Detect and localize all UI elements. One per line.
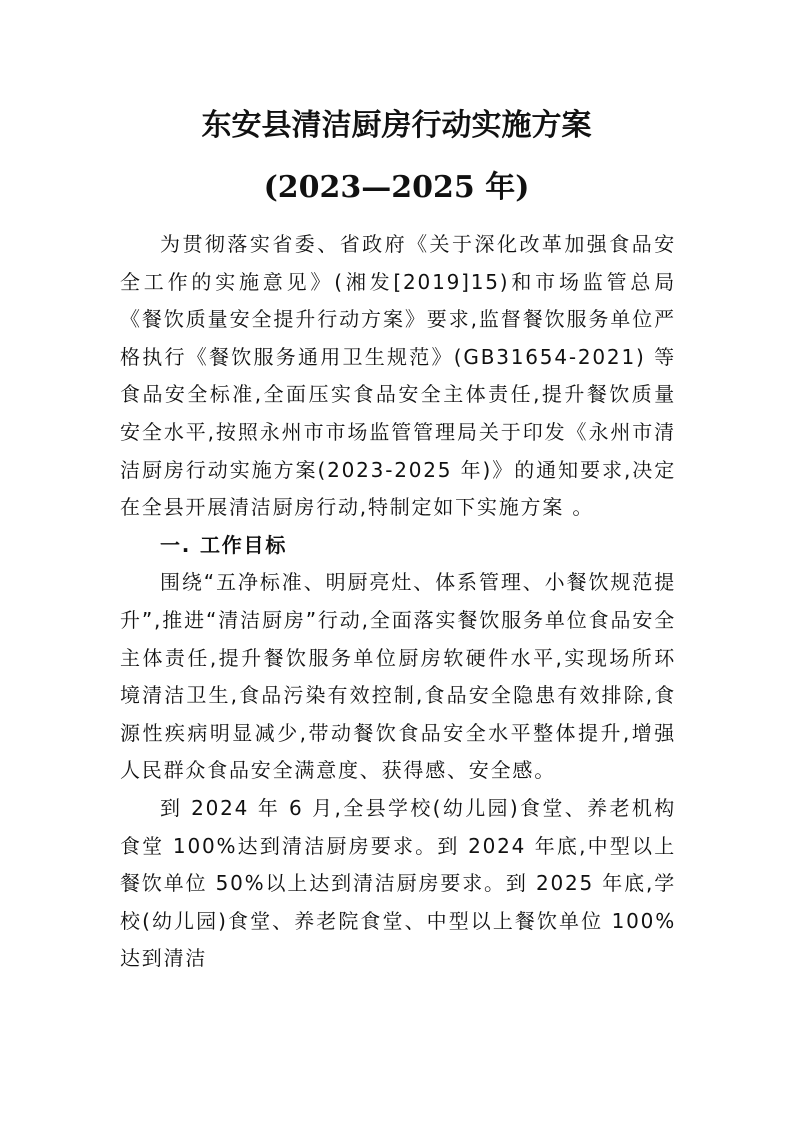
section-heading-goals: 一. 工作目标 (160, 532, 288, 557)
document-body (120, 226, 676, 978)
intro-paragraph: 为贯彻落实省委、省政府《关于深化改革加强食品安全工作的实施意见》(湘发[2019]15)和市场监管总局《餐饮质量安全提升行动方案》要求,监督餐饮服务单位严格执行《餐饮服务通用卫生规范》(GB31654-2021) 等食品安全标准,全面压实食品安全主体责任,提升餐饮质量安全水平,按照永州市市场监管管理局关于印发《永州市清洁厨房行动实施方案(2023-2025 年)》的通知要求,决定在全县开展清洁厨房行动,特制定如下实施方案 。 (120, 232, 676, 520)
goals-paragraph: 围绕“五净标准、明厨亮灶、体系管理、小餐饮规范提升”,推进“清洁厨房”行动,全面落实餐饮服务单位食品安全主体责任,提升餐饮服务单位厨房软硬件水平,实现场所环境清洁卫生,食品污染有效控制,食品安全隐患有效排除,食源性疾病明显减少,带动餐饮食品安全水平整体提升,增强人民群众食品安全满意度、获得感、安全感。 (120, 570, 676, 783)
document-subtitle: (2023—2025 年) (263, 170, 530, 205)
targets-paragraph: 到 2024 年 6 月,全县学校(幼儿园)食堂、养老机构食堂 100%达到清洁厨房要求。到 2024 年底,中型以上餐饮单位 50%以上达到清洁厨房要求。到 2025 年底,学校(幼儿园)食堂、养老院食堂、中型以上餐饮单位 100%达到清洁 (120, 795, 676, 971)
document-title: 东安县清洁厨房行动实施方案 (201, 108, 592, 143)
